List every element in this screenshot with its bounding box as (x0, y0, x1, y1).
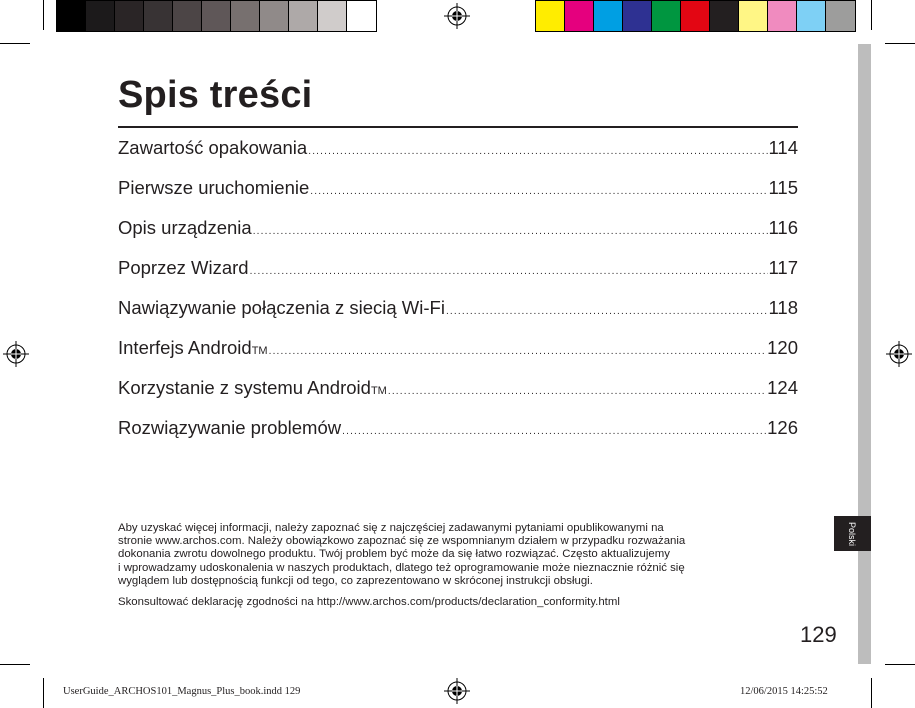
trademark-mark: TM (370, 385, 387, 397)
toc-entry-page: 126 (767, 417, 798, 438)
toc-entry-label: Nawiązywanie połączenia z siecią Wi-Fi (118, 297, 445, 318)
toc-entry-label: Korzystanie z systemu Android (118, 377, 371, 398)
toc-entry-label: Interfejs Android (118, 337, 252, 358)
declaration-text: Skonsultować deklarację zgodności na http://www.archos.com/products/declaration_conformity.html (118, 596, 620, 609)
toc-entry-page: 118 (768, 297, 798, 318)
color-swatch (565, 1, 594, 31)
note-line: stronie www.archos.com. Należy obowiązkowo zapoznać się ze wspomnianym działem w przypadku rozważania (118, 535, 686, 548)
side-band (858, 44, 871, 664)
color-swatch (623, 1, 652, 31)
color-swatch (739, 1, 768, 31)
color-swatch (347, 1, 376, 31)
color-swatch (594, 1, 623, 31)
crop-mark (0, 43, 30, 44)
toc-leader-dots (388, 387, 766, 397)
toc-entry-label: Rozwiązywanie problemów (118, 417, 342, 438)
trademark-mark: TM (251, 345, 268, 357)
note-line: i wprowadzamy udoskonalenia w naszych produktach, dlatego też oprogramowanie może nieznacznie różnić się (118, 561, 685, 574)
color-swatch (826, 1, 855, 31)
color-swatch (86, 1, 115, 31)
note-line: dokonania zwrotu dowolnego produktu. Twój problem być może da się łatwo rozwiązać. Często aktualizujemy (118, 548, 670, 561)
toc-leader-dots (342, 427, 766, 437)
toc-entry-page: 116 (768, 217, 798, 238)
toc-entry[interactable] (118, 171, 798, 211)
toc-entry[interactable] (118, 131, 798, 171)
crop-mark (0, 664, 30, 665)
color-swatch (681, 1, 710, 31)
note-paragraph (118, 522, 808, 588)
toc-leader-dots (446, 307, 768, 317)
page-title: Spis treści (118, 74, 313, 116)
toc-entry[interactable] (118, 251, 798, 291)
toc-leader-dots (308, 147, 767, 157)
toc-entry-page: 115 (768, 177, 798, 198)
crop-mark (43, 678, 44, 708)
color-swatch (318, 1, 347, 31)
crop-mark (871, 0, 872, 30)
toc-entry-page: 117 (768, 257, 798, 278)
info-note (118, 522, 808, 617)
grey-color-bar (56, 0, 377, 32)
toc-leader-dots (250, 267, 768, 277)
title-divider (118, 126, 798, 128)
crop-mark (43, 0, 44, 30)
registration-mark-icon (444, 3, 470, 29)
registration-mark-icon (3, 341, 29, 367)
color-swatch (536, 1, 565, 31)
toc-entry-page: 124 (767, 377, 798, 398)
slug-timestamp: 12/06/2015 14:25:52 (740, 686, 828, 697)
toc-leader-dots (310, 187, 767, 197)
toc-entry[interactable] (118, 331, 798, 371)
color-swatch (652, 1, 681, 31)
toc-entry-label: Poprzez Wizard (118, 257, 249, 278)
color-swatch (768, 1, 797, 31)
toc-leader-dots (253, 227, 768, 237)
slug-filename: UserGuide_ARCHOS101_Magnus_Plus_book.indd 129 (63, 686, 301, 697)
toc-entry-page: 120 (767, 337, 798, 358)
crop-mark (871, 678, 872, 708)
process-color-bar (535, 0, 856, 32)
color-swatch (144, 1, 173, 31)
color-swatch (260, 1, 289, 31)
registration-mark-icon (886, 341, 912, 367)
crop-mark (885, 664, 915, 665)
color-swatch (202, 1, 231, 31)
toc-leader-dots (269, 347, 767, 357)
language-tab-label: Polski (847, 521, 858, 546)
toc-entry[interactable] (118, 291, 798, 331)
toc-entry-label: Zawartość opakowania (118, 137, 308, 158)
note-line: Aby uzyskać więcej informacji, należy zapoznać się z najczęściej zadawanymi pytaniami opublikowanymi na (118, 522, 664, 534)
color-swatch (289, 1, 318, 31)
color-swatch (231, 1, 260, 31)
toc-entry[interactable] (118, 411, 798, 451)
color-swatch (115, 1, 144, 31)
toc-entry-label: Pierwsze uruchomienie (118, 177, 310, 198)
toc-entry-page: 114 (768, 137, 798, 158)
color-swatch (797, 1, 826, 31)
language-tab-label-wrap (834, 516, 871, 551)
color-swatch (57, 1, 86, 31)
crop-mark (885, 43, 915, 44)
page-number: 129 (800, 622, 837, 647)
table-of-contents (118, 131, 798, 451)
color-swatch (710, 1, 739, 31)
toc-entry-label: Opis urządzenia (118, 217, 252, 238)
color-swatch (173, 1, 202, 31)
toc-entry[interactable] (118, 211, 798, 251)
toc-entry[interactable] (118, 371, 798, 411)
registration-mark-icon (444, 678, 470, 704)
note-line: wyglądem lub dostępnością funkcji od tego, co zaprezentowano w skróconej instrukcji obsługi. (118, 574, 593, 587)
